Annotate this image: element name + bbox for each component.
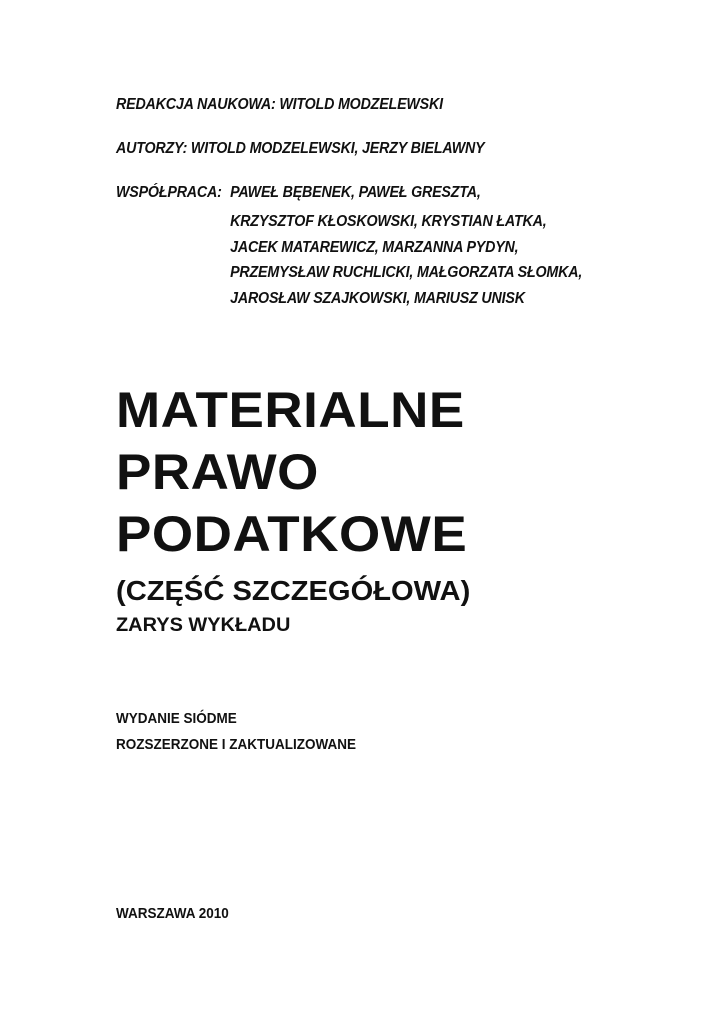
scientific-editor: REDAKCJA NAUKOWA: WITOLD MODZELEWSKI <box>116 96 443 113</box>
collaboration <box>116 182 659 313</box>
authors: AUTORZY: WITOLD MODZELEWSKI, JERZY BIELAWNY <box>116 140 485 157</box>
title-line: PODATKOWE <box>116 506 468 562</box>
title-line: MATERIALNE <box>116 382 465 438</box>
book-subtitle-secondary: ZARYS WYKŁADU <box>116 615 291 636</box>
credits-section <box>116 94 659 313</box>
collaboration-label: WSPÓŁPRACA: <box>116 184 222 201</box>
title-block <box>116 379 696 639</box>
collaborators-line: PAWEŁ BĘBENEK, PAWEŁ GRESZTA, <box>230 184 481 201</box>
book-subtitle: (CZĘŚĆ SZCZEGÓŁOWA) <box>116 575 471 606</box>
edition-line: WYDANIE SIÓDME <box>116 710 237 727</box>
collaborators-line: JACEK MATAREWICZ, MARZANNA PYDYN, <box>230 238 519 256</box>
collaborators-line: PRZEMYSŁAW RUCHLICKI, MAŁGORZATA SŁOMKA, <box>230 264 583 281</box>
collaborators-line: JAROSŁAW SZAJKOWSKI, MARIUSZ UNISK <box>230 289 525 307</box>
collaborators-list <box>230 182 582 313</box>
title-line: PRAWO <box>116 444 319 500</box>
collaborators-line: KRZYSZTOF KŁOSKOWSKI, KRYSTIAN ŁATKA, <box>230 213 547 230</box>
book-title <box>116 379 696 565</box>
place-and-year: WARSZAWA 2010 <box>116 905 229 922</box>
edition-info <box>116 706 356 758</box>
edition-line: ROZSZERZONE I ZAKTUALIZOWANE <box>116 736 356 753</box>
